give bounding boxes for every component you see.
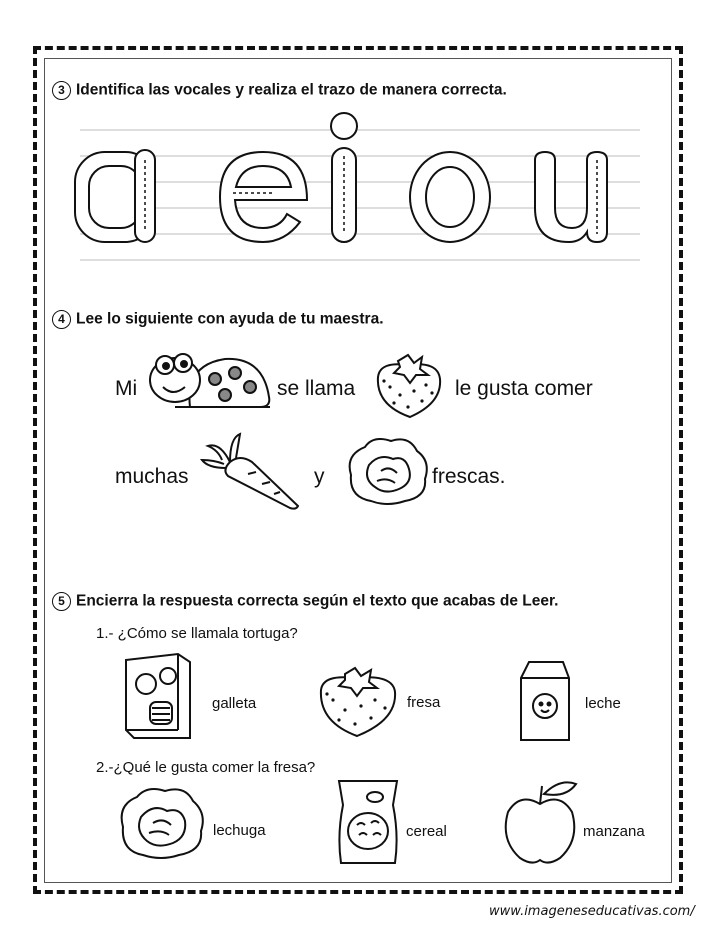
q1-option-galleta-label: galleta	[212, 695, 257, 712]
apple-icon	[500, 778, 580, 868]
q1-option-fresa[interactable]	[315, 668, 465, 743]
section-3-number: 3	[52, 81, 71, 100]
sentence-word-y: y	[314, 465, 325, 488]
carrot-icon	[200, 432, 305, 512]
section-5-heading	[52, 592, 558, 611]
q1-option-leche[interactable]	[515, 658, 655, 743]
strawberry-icon	[315, 668, 400, 740]
sentence-word-mi: Mi	[115, 377, 138, 400]
q2-option-lechuga-label: lechuga	[213, 822, 266, 839]
milk-carton-icon	[515, 658, 575, 742]
q1-option-leche-label: leche	[585, 695, 621, 712]
question-1-text: 1.- ¿Cómo se llamala tortuga?	[96, 625, 298, 642]
sentence-word-le-gusta-comer: le gusta comer	[455, 377, 593, 400]
turtle-icon	[145, 345, 275, 413]
section-5-number: 5	[52, 592, 71, 611]
footer-website: www.imageneseducativas.com/	[489, 904, 695, 919]
section-3-heading	[52, 81, 507, 100]
section-4-instruction: Lee lo siguiente con ayuda de tu maestra.	[76, 310, 384, 328]
sentence-word-se-llama: se llama	[277, 377, 356, 400]
q2-option-manzana[interactable]	[500, 778, 670, 868]
q1-option-galleta[interactable]	[120, 650, 320, 745]
vowel-i-glyph	[331, 113, 357, 242]
q2-option-cereal[interactable]	[335, 775, 485, 870]
q2-option-manzana-label: manzana	[583, 823, 645, 840]
question-2-text: 2.-¿Qué le gusta comer la fresa?	[96, 759, 316, 776]
vowel-tracing-area[interactable]	[75, 110, 645, 270]
q2-option-cereal-label: cereal	[406, 823, 447, 840]
q1-option-fresa-label: fresa	[407, 694, 441, 711]
section-4-number: 4	[52, 310, 71, 329]
vowel-a-glyph	[75, 150, 155, 242]
section-5-instruction: Encierra la respuesta correcta según el texto que acabas de Leer.	[76, 592, 559, 610]
cereal-bag-icon	[335, 775, 403, 867]
sentence-word-frescas: frescas.	[432, 465, 506, 488]
lettuce-icon	[115, 785, 207, 861]
vowel-e-glyph	[220, 152, 307, 242]
strawberry-icon	[370, 355, 445, 420]
lettuce-icon	[343, 435, 431, 505]
section-4-heading	[52, 310, 384, 329]
cookie-box-icon	[120, 650, 200, 742]
vowel-o-glyph	[410, 152, 490, 242]
section-3-instruction: Identifica las vocales y realiza el trazo de manera correcta.	[76, 81, 507, 99]
vowel-u-glyph	[535, 152, 607, 242]
sentence-word-muchas: muchas	[115, 465, 189, 488]
q2-option-lechuga[interactable]	[115, 785, 295, 865]
